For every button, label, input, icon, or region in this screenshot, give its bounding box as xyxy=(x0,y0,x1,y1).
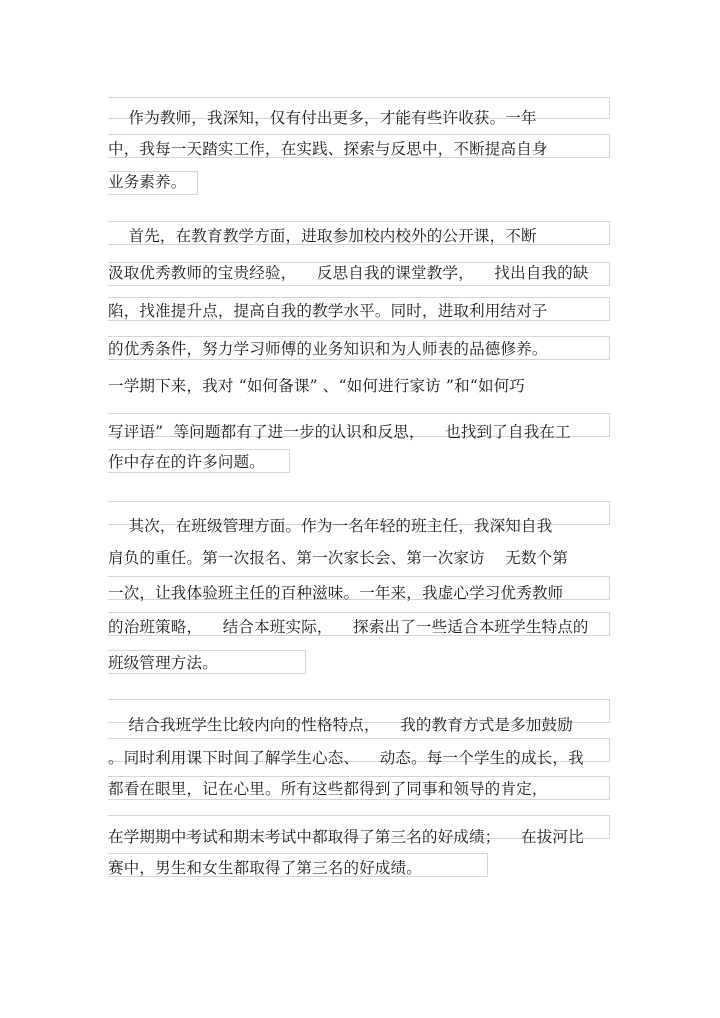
paragraph-2-line-1: 首先，在教育教学方面，进取参加校内校外的公开课，不断 xyxy=(108,227,537,245)
paragraph-1-line-3: 业务素养。 xyxy=(108,173,187,191)
paragraph-2-line-7: 作中存在的许多问题。 xyxy=(108,453,266,471)
paragraph-2-line-6: 写评语” 等问题都有了进一步的认识和反思， 也找到了自我在工 xyxy=(108,423,571,441)
paragraph-3-line-4: 的治班策略， 结合本班实际， 探索出了一些适合本班学生特点的 xyxy=(108,618,589,636)
paragraph-4-line-1: 结合我班学生比较内向的性格特点， 我的教育方式是多加鼓励 xyxy=(108,716,573,734)
paragraph-1-line-2: 中，我每一天踏实工作，在实践、探索与反思中，不断提高自身 xyxy=(108,140,548,158)
paragraph-3-line-5: 班级管理方法。 xyxy=(108,654,218,672)
paragraph-2-line-2: 汲取优秀教师的宝贵经验， 反思自我的课堂教学， 找出自我的缺 xyxy=(108,264,589,282)
paragraph-4-line-5: 赛中，男生和女生都取得了第三名的好成绩。 xyxy=(108,859,423,877)
paragraph-3-line-1: 其次，在班级管理方面。作为一名年轻的班主任，我深知自我 xyxy=(108,517,553,535)
paragraph-2-line-4: 的优秀条件，努力学习师傅的业务知识和为人师表的品德修养。 xyxy=(108,340,548,358)
paragraph-3-line-3: 一次，让我体验班主任的百种滋味。一年来，我虚心学习优秀教师 xyxy=(108,584,564,602)
paragraph-4-line-3: 都看在眼里，记在心里。所有这些都得到了同事和领导的肯定， xyxy=(108,780,548,798)
paragraph-2-line-5: 一学期下来，我对 “如何备课” 、“如何进行家访 ”和“如何巧 xyxy=(108,377,526,395)
paragraph-4-line-2: 。同时利用课下时间了解学生心态、 动态。每一个学生的成长，我 xyxy=(108,749,584,767)
paragraph-1-line-1: 作为教师，我深知，仅有付出更多，才能有些许收获。一年 xyxy=(108,109,537,127)
paragraph-4-line-4: 在学期期中考试和期末考试中都取得了第三名的好成绩； 在拔河比 xyxy=(108,828,584,846)
paragraph-2-line-3: 陷，找准提升点，提高自我的教学水平。同时，进取利用结对子 xyxy=(108,302,548,320)
paragraph-3-line-2: 肩负的重任。第一次报名、第一次家长会、第一次家访 无数个第 xyxy=(108,549,569,567)
